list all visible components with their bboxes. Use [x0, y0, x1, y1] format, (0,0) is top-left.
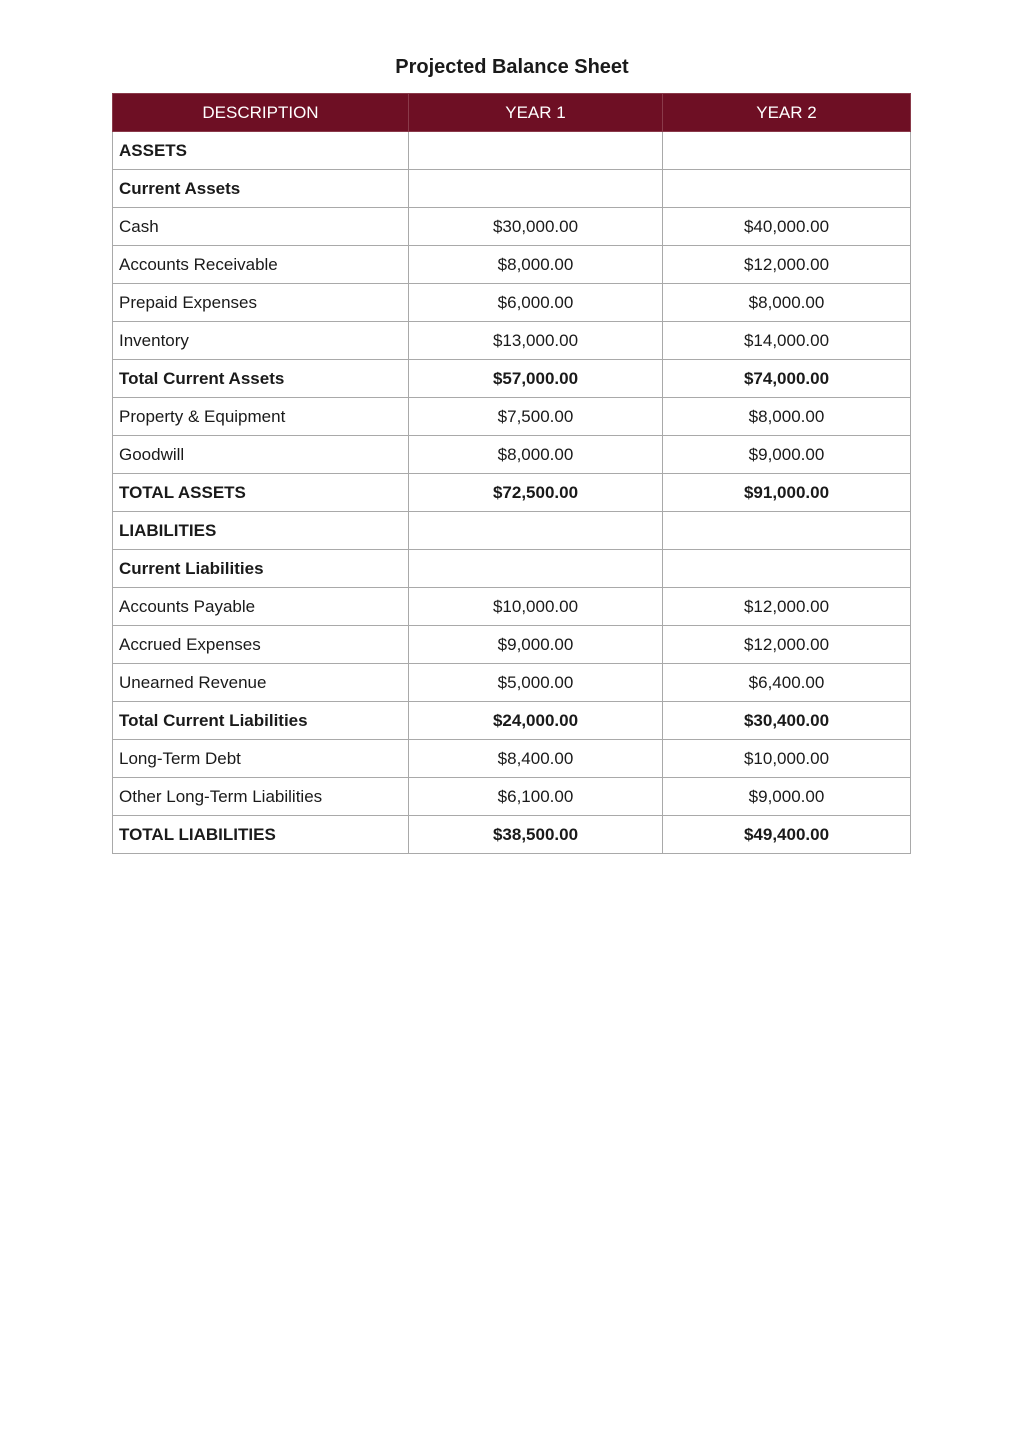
row-year-1-value: $9,000.00 [409, 626, 663, 664]
row-description: Unearned Revenue [113, 664, 409, 702]
balance-sheet-table [112, 93, 911, 854]
row-year-2-value: $8,000.00 [663, 398, 911, 436]
row-year-2-value: $9,000.00 [663, 778, 911, 816]
row-description: Cash [113, 208, 409, 246]
row-year-1-value: $30,000.00 [409, 208, 663, 246]
row-year-1-value: $38,500.00 [409, 816, 663, 854]
row-description: ASSETS [113, 132, 409, 170]
page-title: Projected Balance Sheet [395, 56, 629, 78]
row-description: Other Long-Term Liabilities [113, 778, 409, 816]
row-year-2-value: $40,000.00 [663, 208, 911, 246]
row-year-2-value: $30,400.00 [663, 702, 911, 740]
row-year-1-value [409, 170, 663, 208]
row-description: Goodwill [113, 436, 409, 474]
table-row [113, 132, 911, 170]
row-description: Inventory [113, 322, 409, 360]
row-year-2-value: $12,000.00 [663, 588, 911, 626]
row-year-1-value: $8,000.00 [409, 246, 663, 284]
table-row [113, 588, 911, 626]
column-header-description: DESCRIPTION [113, 94, 409, 132]
row-year-2-value [663, 550, 911, 588]
row-description: TOTAL ASSETS [113, 474, 409, 512]
table-row [113, 474, 911, 512]
row-description: Prepaid Expenses [113, 284, 409, 322]
table-row [113, 740, 911, 778]
row-year-2-value: $12,000.00 [663, 626, 911, 664]
row-year-1-value: $6,100.00 [409, 778, 663, 816]
row-year-1-value: $24,000.00 [409, 702, 663, 740]
row-description: TOTAL LIABILITIES [113, 816, 409, 854]
row-year-2-value: $14,000.00 [663, 322, 911, 360]
row-year-1-value: $10,000.00 [409, 588, 663, 626]
row-year-2-value: $74,000.00 [663, 360, 911, 398]
table-row [113, 512, 911, 550]
row-description: Total Current Liabilities [113, 702, 409, 740]
table-row [113, 284, 911, 322]
row-year-1-value [409, 550, 663, 588]
table-row [113, 208, 911, 246]
row-description: LIABILITIES [113, 512, 409, 550]
table-header [113, 94, 911, 132]
row-year-1-value: $7,500.00 [409, 398, 663, 436]
table-body [113, 132, 911, 854]
row-description: Property & Equipment [113, 398, 409, 436]
table-row [113, 778, 911, 816]
row-year-2-value [663, 132, 911, 170]
row-year-1-value [409, 132, 663, 170]
table-row [113, 322, 911, 360]
table-row [113, 398, 911, 436]
row-year-2-value: $6,400.00 [663, 664, 911, 702]
row-description: Accounts Receivable [113, 246, 409, 284]
row-year-2-value: $12,000.00 [663, 246, 911, 284]
table-row [113, 360, 911, 398]
row-year-2-value [663, 512, 911, 550]
row-year-1-value: $8,000.00 [409, 436, 663, 474]
row-description: Accrued Expenses [113, 626, 409, 664]
table-row [113, 664, 911, 702]
header-row [113, 94, 911, 132]
row-description: Current Assets [113, 170, 409, 208]
row-description: Long-Term Debt [113, 740, 409, 778]
row-year-1-value: $72,500.00 [409, 474, 663, 512]
table-row [113, 816, 911, 854]
row-year-1-value: $13,000.00 [409, 322, 663, 360]
row-year-2-value: $10,000.00 [663, 740, 911, 778]
row-year-1-value: $6,000.00 [409, 284, 663, 322]
row-year-2-value: $91,000.00 [663, 474, 911, 512]
row-year-2-value [663, 170, 911, 208]
row-year-2-value: $49,400.00 [663, 816, 911, 854]
table-row [113, 436, 911, 474]
table-row [113, 170, 911, 208]
row-description: Accounts Payable [113, 588, 409, 626]
table-row [113, 246, 911, 284]
column-header-year-2: YEAR 2 [663, 94, 911, 132]
row-description: Total Current Assets [113, 360, 409, 398]
table-row [113, 626, 911, 664]
table-row [113, 702, 911, 740]
table-row [113, 550, 911, 588]
row-year-1-value [409, 512, 663, 550]
row-year-1-value: $57,000.00 [409, 360, 663, 398]
row-year-2-value: $8,000.00 [663, 284, 911, 322]
row-year-2-value: $9,000.00 [663, 436, 911, 474]
row-description: Current Liabilities [113, 550, 409, 588]
row-year-1-value: $5,000.00 [409, 664, 663, 702]
column-header-year-1: YEAR 1 [409, 94, 663, 132]
row-year-1-value: $8,400.00 [409, 740, 663, 778]
